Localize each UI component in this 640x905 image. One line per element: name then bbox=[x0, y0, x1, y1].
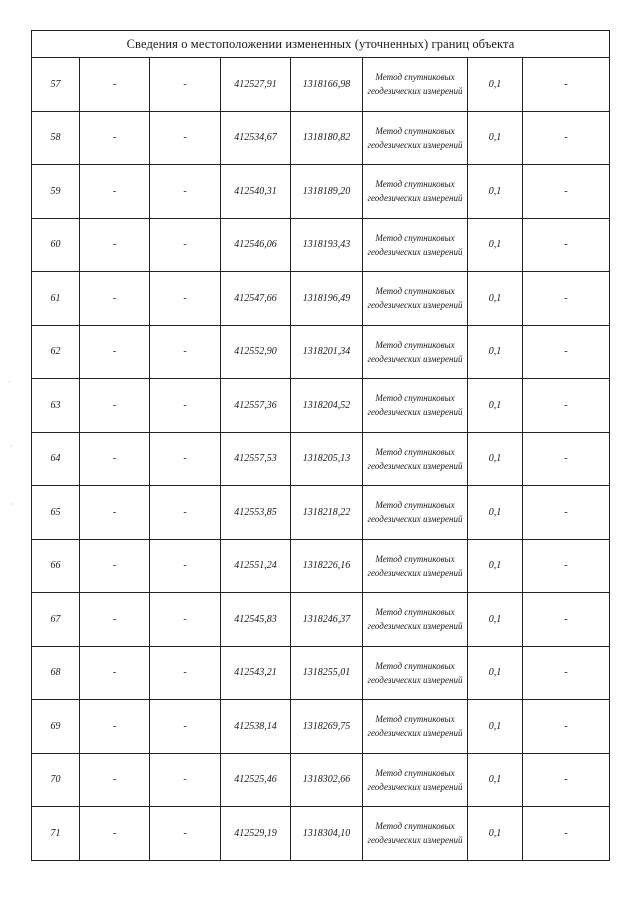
empty-value-cell: - bbox=[523, 58, 610, 112]
coordinate-y-cell: 1318302,66 bbox=[291, 753, 363, 807]
empty-value-cell: - bbox=[150, 593, 221, 647]
coordinate-x-cell: 412534,67 bbox=[221, 111, 291, 165]
empty-value-cell: - bbox=[150, 807, 221, 861]
table-title: Сведения о местоположении измененных (уточненных) границ объекта bbox=[32, 31, 610, 58]
accuracy-cell: 0,1 bbox=[468, 379, 523, 433]
empty-value-cell: - bbox=[150, 700, 221, 754]
point-number-cell: 58 bbox=[32, 111, 80, 165]
empty-value-cell: - bbox=[80, 486, 150, 540]
empty-value-cell: - bbox=[150, 432, 221, 486]
empty-value-cell: - bbox=[150, 272, 221, 326]
point-number-cell: 71 bbox=[32, 807, 80, 861]
coordinate-x-cell: 412547,66 bbox=[221, 272, 291, 326]
method-cell: Метод спутниковых геодезических измерений bbox=[363, 646, 468, 700]
scan-speck: · bbox=[8, 378, 11, 387]
accuracy-cell: 0,1 bbox=[468, 165, 523, 219]
coordinate-y-cell: 1318304,10 bbox=[291, 807, 363, 861]
coordinate-y-cell: 1318255,01 bbox=[291, 646, 363, 700]
coordinate-x-cell: 412546,06 bbox=[221, 218, 291, 272]
empty-value-cell: - bbox=[80, 593, 150, 647]
coordinate-x-cell: 412557,53 bbox=[221, 432, 291, 486]
empty-value-cell: - bbox=[523, 539, 610, 593]
table-row bbox=[32, 379, 610, 433]
accuracy-cell: 0,1 bbox=[468, 753, 523, 807]
accuracy-cell: 0,1 bbox=[468, 58, 523, 112]
scan-speck: · bbox=[10, 442, 13, 451]
empty-value-cell: - bbox=[523, 646, 610, 700]
coordinate-x-cell: 412545,83 bbox=[221, 593, 291, 647]
point-number-cell: 64 bbox=[32, 432, 80, 486]
point-number-cell: 62 bbox=[32, 325, 80, 379]
coordinate-x-cell: 412553,85 bbox=[221, 486, 291, 540]
empty-value-cell: - bbox=[80, 111, 150, 165]
scan-speck: · bbox=[10, 500, 13, 509]
coordinate-y-cell: 1318189,20 bbox=[291, 165, 363, 219]
accuracy-cell: 0,1 bbox=[468, 111, 523, 165]
coordinate-x-cell: 412529,19 bbox=[221, 807, 291, 861]
empty-value-cell: - bbox=[80, 700, 150, 754]
empty-value-cell: - bbox=[523, 111, 610, 165]
table-row bbox=[32, 432, 610, 486]
accuracy-cell: 0,1 bbox=[468, 432, 523, 486]
empty-value-cell: - bbox=[80, 539, 150, 593]
method-cell: Метод спутниковых геодезических измерений bbox=[363, 432, 468, 486]
empty-value-cell: - bbox=[523, 486, 610, 540]
coordinate-y-cell: 1318269,75 bbox=[291, 700, 363, 754]
empty-value-cell: - bbox=[523, 325, 610, 379]
point-number-cell: 57 bbox=[32, 58, 80, 112]
method-cell: Метод спутниковых геодезических измерений bbox=[363, 58, 468, 112]
accuracy-cell: 0,1 bbox=[468, 807, 523, 861]
empty-value-cell: - bbox=[523, 593, 610, 647]
empty-value-cell: - bbox=[80, 432, 150, 486]
empty-value-cell: - bbox=[150, 539, 221, 593]
accuracy-cell: 0,1 bbox=[468, 325, 523, 379]
method-cell: Метод спутниковых геодезических измерений bbox=[363, 807, 468, 861]
point-number-cell: 60 bbox=[32, 218, 80, 272]
coordinate-y-cell: 1318246,37 bbox=[291, 593, 363, 647]
accuracy-cell: 0,1 bbox=[468, 646, 523, 700]
table-row bbox=[32, 272, 610, 326]
point-number-cell: 68 bbox=[32, 646, 80, 700]
point-number-cell: 69 bbox=[32, 700, 80, 754]
point-number-cell: 63 bbox=[32, 379, 80, 433]
coordinate-y-cell: 1318180,82 bbox=[291, 111, 363, 165]
method-cell: Метод спутниковых геодезических измерений bbox=[363, 486, 468, 540]
method-cell: Метод спутниковых геодезических измерений bbox=[363, 539, 468, 593]
coordinate-y-cell: 1318226,16 bbox=[291, 539, 363, 593]
empty-value-cell: - bbox=[80, 325, 150, 379]
empty-value-cell: - bbox=[523, 379, 610, 433]
point-number-cell: 66 bbox=[32, 539, 80, 593]
empty-value-cell: - bbox=[523, 218, 610, 272]
table-row bbox=[32, 58, 610, 112]
empty-value-cell: - bbox=[150, 753, 221, 807]
coordinate-x-cell: 412543,21 bbox=[221, 646, 291, 700]
method-cell: Метод спутниковых геодезических измерений bbox=[363, 379, 468, 433]
method-cell: Метод спутниковых геодезических измерений bbox=[363, 593, 468, 647]
empty-value-cell: - bbox=[150, 325, 221, 379]
accuracy-cell: 0,1 bbox=[468, 272, 523, 326]
table-body bbox=[32, 58, 610, 861]
coordinate-y-cell: 1318196,49 bbox=[291, 272, 363, 326]
accuracy-cell: 0,1 bbox=[468, 218, 523, 272]
accuracy-cell: 0,1 bbox=[468, 486, 523, 540]
table-row bbox=[32, 807, 610, 861]
empty-value-cell: - bbox=[150, 218, 221, 272]
coordinate-x-cell: 412540,31 bbox=[221, 165, 291, 219]
method-cell: Метод спутниковых геодезических измерений bbox=[363, 753, 468, 807]
empty-value-cell: - bbox=[80, 58, 150, 112]
empty-value-cell: - bbox=[523, 272, 610, 326]
table-row bbox=[32, 325, 610, 379]
coordinate-y-cell: 1318218,22 bbox=[291, 486, 363, 540]
empty-value-cell: - bbox=[80, 218, 150, 272]
table-row bbox=[32, 165, 610, 219]
empty-value-cell: - bbox=[80, 807, 150, 861]
empty-value-cell: - bbox=[80, 379, 150, 433]
coordinate-y-cell: 1318205,13 bbox=[291, 432, 363, 486]
empty-value-cell: - bbox=[150, 379, 221, 433]
coordinate-y-cell: 1318204,52 bbox=[291, 379, 363, 433]
accuracy-cell: 0,1 bbox=[468, 539, 523, 593]
table-row bbox=[32, 539, 610, 593]
empty-value-cell: - bbox=[80, 753, 150, 807]
table-row bbox=[32, 700, 610, 754]
table-row bbox=[32, 486, 610, 540]
empty-value-cell: - bbox=[80, 165, 150, 219]
method-cell: Метод спутниковых геодезических измерений bbox=[363, 111, 468, 165]
empty-value-cell: - bbox=[150, 165, 221, 219]
coordinate-x-cell: 412525,46 bbox=[221, 753, 291, 807]
coordinate-y-cell: 1318201,34 bbox=[291, 325, 363, 379]
empty-value-cell: - bbox=[150, 58, 221, 112]
empty-value-cell: - bbox=[523, 807, 610, 861]
method-cell: Метод спутниковых геодезических измерений bbox=[363, 700, 468, 754]
empty-value-cell: - bbox=[523, 753, 610, 807]
table-row bbox=[32, 593, 610, 647]
empty-value-cell: - bbox=[80, 646, 150, 700]
method-cell: Метод спутниковых геодезических измерений bbox=[363, 218, 468, 272]
table-row bbox=[32, 753, 610, 807]
coordinate-x-cell: 412551,24 bbox=[221, 539, 291, 593]
empty-value-cell: - bbox=[150, 486, 221, 540]
boundary-points-table bbox=[31, 30, 610, 861]
coordinate-x-cell: 412538,14 bbox=[221, 700, 291, 754]
coordinate-x-cell: 412527,91 bbox=[221, 58, 291, 112]
method-cell: Метод спутниковых геодезических измерений bbox=[363, 325, 468, 379]
empty-value-cell: - bbox=[150, 646, 221, 700]
method-cell: Метод спутниковых геодезических измерений bbox=[363, 272, 468, 326]
coordinate-x-cell: 412557,36 bbox=[221, 379, 291, 433]
coordinate-y-cell: 1318166,98 bbox=[291, 58, 363, 112]
table-row bbox=[32, 111, 610, 165]
empty-value-cell: - bbox=[80, 272, 150, 326]
table-row bbox=[32, 646, 610, 700]
point-number-cell: 61 bbox=[32, 272, 80, 326]
point-number-cell: 59 bbox=[32, 165, 80, 219]
method-cell: Метод спутниковых геодезических измерений bbox=[363, 165, 468, 219]
coordinate-x-cell: 412552,90 bbox=[221, 325, 291, 379]
coordinate-y-cell: 1318193,43 bbox=[291, 218, 363, 272]
point-number-cell: 70 bbox=[32, 753, 80, 807]
point-number-cell: 67 bbox=[32, 593, 80, 647]
point-number-cell: 65 bbox=[32, 486, 80, 540]
empty-value-cell: - bbox=[523, 165, 610, 219]
empty-value-cell: - bbox=[523, 432, 610, 486]
accuracy-cell: 0,1 bbox=[468, 700, 523, 754]
empty-value-cell: - bbox=[150, 111, 221, 165]
empty-value-cell: - bbox=[523, 700, 610, 754]
accuracy-cell: 0,1 bbox=[468, 593, 523, 647]
table-row bbox=[32, 218, 610, 272]
